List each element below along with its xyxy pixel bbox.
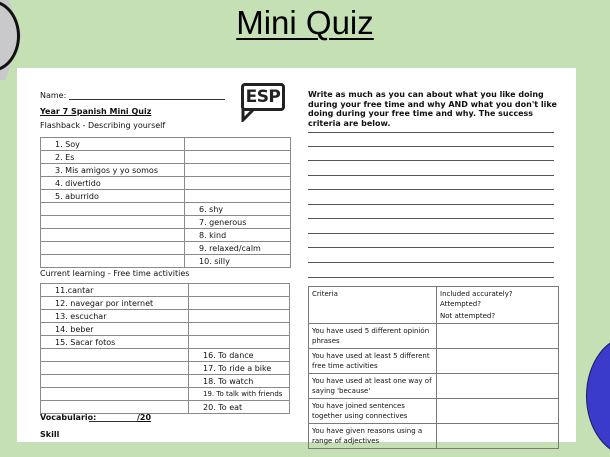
- current-learning-heading: Current learning - Free time activities: [40, 269, 190, 278]
- answer-cell[interactable]: [189, 297, 290, 310]
- name-field-line[interactable]: [69, 99, 225, 100]
- criterion-text: You have used at least one way of saying 'because': [309, 374, 437, 399]
- writing-line[interactable]: [308, 262, 554, 263]
- answer-cell[interactable]: [41, 242, 185, 255]
- table-cell: 7. generous: [185, 216, 291, 229]
- criterion-status-cell[interactable]: [437, 349, 559, 374]
- table-cell: 15. Sacar fotos: [41, 336, 189, 349]
- criterion-text: You have joined sentences together using connectives: [309, 399, 437, 424]
- table-row: [309, 349, 559, 374]
- table-cell: 17. To ride a bike: [189, 362, 290, 375]
- table-row: [41, 151, 291, 164]
- table-cell: 6. shy: [185, 203, 291, 216]
- writing-line[interactable]: [308, 204, 554, 205]
- table-row: [309, 374, 559, 399]
- criteria-header: Criteria: [309, 287, 437, 324]
- table-cell: 20. To eat: [189, 401, 290, 414]
- table-row: [41, 388, 290, 401]
- table-cell: 14. beber: [41, 323, 189, 336]
- criterion-text: You have used at least 5 different free time activities: [309, 349, 437, 374]
- answer-cell[interactable]: [41, 362, 189, 375]
- table-row: [41, 362, 290, 375]
- current-learning-table: [40, 283, 290, 414]
- name-label: Name:: [40, 91, 67, 100]
- criterion-status-cell[interactable]: [437, 424, 559, 449]
- table-row: [41, 203, 291, 216]
- table-row: [41, 284, 290, 297]
- writing-line[interactable]: [308, 189, 554, 190]
- answer-cell[interactable]: [41, 401, 189, 414]
- table-row: [41, 255, 291, 268]
- table-cell: 8. kind: [185, 229, 291, 242]
- flashback-heading: Flashback - Describing yourself: [40, 121, 166, 130]
- table-row: [41, 323, 290, 336]
- answer-cell[interactable]: [185, 138, 291, 151]
- table-row: [41, 336, 290, 349]
- answer-cell[interactable]: [189, 284, 290, 297]
- status-header-line1: Included accurately? Attempted?: [440, 290, 513, 308]
- table-row: [41, 164, 291, 177]
- speech-bubble-tail-icon: [241, 108, 257, 122]
- success-criteria-table: [308, 286, 559, 449]
- table-cell: 2. Es: [41, 151, 185, 164]
- writing-line[interactable]: [308, 233, 554, 234]
- skill-label: Skill: [40, 430, 60, 439]
- criterion-text: You have given reasons using a range of adjectives: [309, 424, 437, 449]
- writing-line[interactable]: [308, 247, 554, 248]
- table-cell: 12. navegar por internet: [41, 297, 189, 310]
- table-cell: 9. relaxed/calm: [185, 242, 291, 255]
- answer-cell[interactable]: [41, 203, 185, 216]
- answer-cell[interactable]: [189, 336, 290, 349]
- writing-line[interactable]: [308, 132, 554, 133]
- vocab-score-line[interactable]: [89, 421, 137, 422]
- answer-cell[interactable]: [41, 216, 185, 229]
- answer-cell[interactable]: [41, 255, 185, 268]
- criterion-text: You have used 5 different opinión phrases: [309, 324, 437, 349]
- answer-cell[interactable]: [41, 388, 189, 401]
- answer-cell[interactable]: [41, 375, 189, 388]
- criterion-status-cell[interactable]: [437, 374, 559, 399]
- table-cell: 10. silly: [185, 255, 291, 268]
- table-row: [309, 424, 559, 449]
- writing-line[interactable]: [308, 160, 554, 161]
- table-row: [41, 190, 291, 203]
- table-row: [41, 401, 290, 414]
- table-row: [41, 349, 290, 362]
- table-row: [41, 375, 290, 388]
- table-cell: 11.cantar: [41, 284, 189, 297]
- answer-cell[interactable]: [185, 164, 291, 177]
- vocabulario-label: Vocabulario:: [40, 413, 97, 422]
- table-row: [309, 399, 559, 424]
- table-row: [41, 229, 291, 242]
- slide-title: Mini Quiz: [236, 4, 374, 41]
- table-cell: 13. escuchar: [41, 310, 189, 323]
- answer-cell[interactable]: [185, 151, 291, 164]
- table-cell: 1. Soy: [41, 138, 185, 151]
- vocab-score-total: /20: [137, 413, 152, 422]
- answer-cell[interactable]: [189, 310, 290, 323]
- answer-cell[interactable]: [41, 349, 189, 362]
- table-row: [309, 324, 559, 349]
- answer-cell[interactable]: [41, 229, 185, 242]
- status-header: [437, 287, 559, 324]
- writing-line[interactable]: [308, 175, 554, 176]
- table-cell: 16. To dance: [189, 349, 290, 362]
- answer-cell[interactable]: [185, 190, 291, 203]
- table-row: [41, 216, 291, 229]
- decorative-blue-circle: [586, 335, 610, 457]
- quiz-title: Year 7 Spanish Mini Quiz: [40, 107, 152, 116]
- writing-line[interactable]: [308, 277, 554, 278]
- criterion-status-cell[interactable]: [437, 399, 559, 424]
- criterion-status-cell[interactable]: [437, 324, 559, 349]
- esp-logo-icon: ESP: [241, 83, 285, 111]
- criteria-header-row: [309, 287, 559, 324]
- table-cell: 5. aburrido: [41, 190, 185, 203]
- table-row: [41, 310, 290, 323]
- table-cell: 4. divertido: [41, 177, 185, 190]
- table-row: [41, 242, 291, 255]
- table-row: [41, 138, 291, 151]
- writing-line[interactable]: [308, 146, 554, 147]
- flashback-table: [40, 137, 291, 268]
- table-cell: 18. To watch: [189, 375, 290, 388]
- writing-instructions: Write as much as you can about what you like doing during your free time and why AND what you don't like doing during your free time and why. The success criteria are below.: [308, 90, 557, 128]
- answer-cell[interactable]: [185, 177, 291, 190]
- answer-cell[interactable]: [189, 323, 290, 336]
- table-cell: 3. Mis amigos y yo somos: [41, 164, 185, 177]
- table-row: [41, 177, 291, 190]
- status-header-line2: Not attempted?: [440, 312, 496, 320]
- writing-line[interactable]: [308, 218, 554, 219]
- table-cell: 19. To talk with friends: [189, 388, 290, 401]
- worksheet: [17, 68, 576, 445]
- table-row: [41, 297, 290, 310]
